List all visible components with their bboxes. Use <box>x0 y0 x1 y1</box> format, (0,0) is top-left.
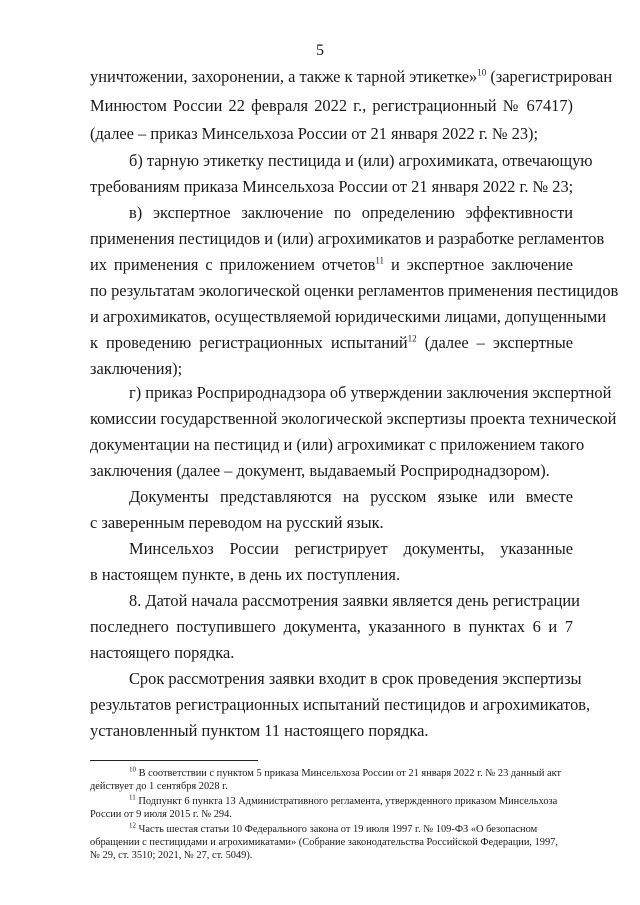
subitem-v-line-1: в) экспертное заключение по определению эффективности <box>129 203 573 222</box>
footnote-11-line-1: $^{11}$ Подпункт 6 пункта 13 Административного регламента, утвержденного приказом Минсельхоза <box>129 793 558 807</box>
footnote-separator <box>90 760 258 761</box>
subitem-b-line-2: требованиям приказа Минсельхоза России от 21 января 2022 г. № 23; <box>90 177 574 196</box>
subitem-g-line-4: заключения (далее – документ, выдаваемый Росприроднадзором). <box>90 461 550 480</box>
subitem-v-line-2: применения пестицидов и (или) агрохимикатов и разработке регламентов <box>90 229 605 248</box>
subitem-v-line-4: по результатам экологической оценки регламентов применения пестицидов <box>90 281 619 300</box>
footnote-ref-11: 11 <box>375 255 385 266</box>
footnote-10-line-2: действует до 1 сентября 2028 г. <box>90 781 228 792</box>
body-line-2: Минюстом России 22 февраля 2022 г., регистрационный № 67417) <box>90 96 573 115</box>
footnote-12-line-3: № 29, ст. 3510; 2021, № 27, ст. 5049). <box>90 850 253 861</box>
paragraph-registration-line-2: в настоящем пункте, в день их поступления. <box>90 565 401 584</box>
footnote-12-line-2: обращении с пестицидами и агрохимикатами» (Собрание законодательства Российской Федерации, 1997, <box>90 837 558 848</box>
body-line-1: уничтожении, захоронении, а также к тарной этикетке»$^{10}$ (зарегистрирован <box>90 67 613 86</box>
footnote-10-line-1: $^{10}$ В соответствии с пунктом 5 приказа Минсельхоза России от 21 января 2022 г. № 23 данный акт <box>129 765 562 779</box>
subitem-g-line-1: г) приказ Росприроднадзора об утверждении заключения экспертной <box>129 383 612 402</box>
subitem-b-line-1: б) тарную этикетку пестицида и (или) агрохимиката, отвечающую <box>129 151 593 170</box>
item-8-line-2: последнего поступившего документа, указанного в пунктах 6 и 7 <box>90 617 573 636</box>
subitem-v-line-6: к проведению регистрационных испытаний$^{12}$ (далее – экспертные <box>90 333 574 352</box>
paragraph-term-line-1: Срок рассмотрения заявки входит в срок проведения экспертизы <box>129 669 582 688</box>
item-8-line-3: настоящего порядка. <box>90 643 235 662</box>
body-line-3: (далее – приказ Минсельхоза России от 21 января 2022 г. № 23); <box>90 124 539 143</box>
paragraph-term-line-3: установленный пунктом 11 настоящего порядка. <box>90 721 429 740</box>
paragraph-documents-line-2: с заверенным переводом на русский язык. <box>90 513 384 532</box>
paragraph-documents-line-1: Документы представляются на русском языке или вместе <box>129 487 573 506</box>
footnote-ref-12: 12 <box>407 333 417 344</box>
subitem-v-line-7: заключения); <box>90 359 183 378</box>
footnote-ref-10: 10 <box>477 67 487 78</box>
paragraph-term-line-2: результатов регистрационных испытаний пестицидов и агрохимикатов, <box>90 695 591 714</box>
item-8-line-1: 8. Датой начала рассмотрения заявки является день регистрации <box>129 591 580 610</box>
subitem-v-line-3: их применения с приложением отчетов$^{11}$ и экспертное заключение <box>90 255 573 274</box>
page-number: 5 <box>316 42 324 59</box>
footnote-12-line-1: $^{12}$ Часть шестая статьи 10 Федерального закона от 19 июля 1997 г. № 109-ФЗ «О безопасном <box>129 821 538 835</box>
subitem-g-line-2: комиссии государственной экологической экспертизы проекта технической <box>90 409 617 428</box>
paragraph-registration-line-1: Минсельхоз России регистрирует документы, указанные <box>129 539 573 558</box>
subitem-v-line-5: и агрохимикатов, осуществляемой юридическими лицами, допущенными <box>90 307 607 326</box>
footnote-11-line-2: России от 9 июля 2015 г. № 294. <box>90 809 232 820</box>
subitem-g-line-3: документации на пестицид и (или) агрохимикат с приложением такого <box>90 435 585 454</box>
